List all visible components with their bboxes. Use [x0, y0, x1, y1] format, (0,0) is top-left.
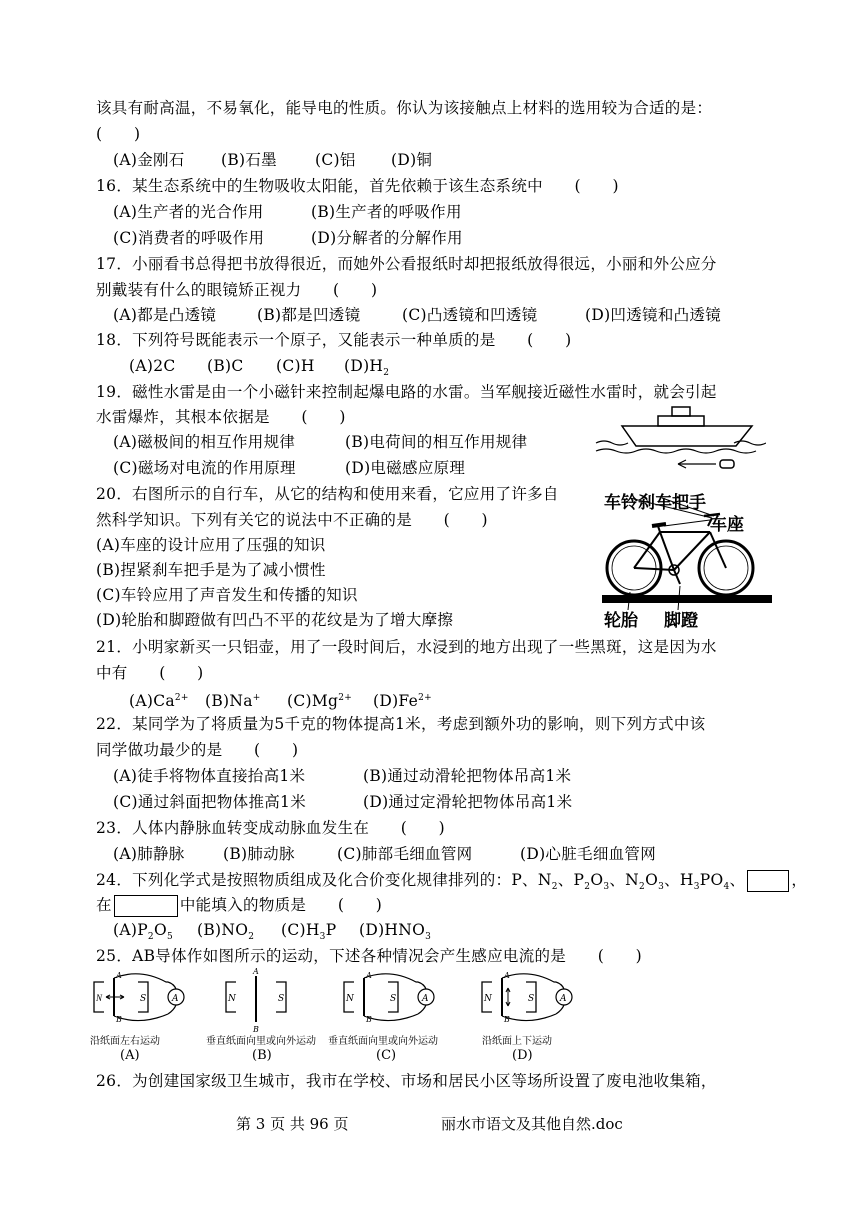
q25-fig-b-s: S: [278, 994, 285, 1004]
q24-option-c: $(C)H_3P$: [281, 921, 337, 943]
q19-stem-1: 19．磁性水雷是由一个小磁针来控制起爆电路的水雷。当军舰接近磁性水雷时，就会引起: [96, 383, 717, 401]
q25-fig-c-a: A: [366, 971, 372, 980]
q25-fig-b-b: B: [253, 1025, 259, 1034]
label-seat: 车座: [710, 515, 744, 535]
q17-option-c: (C)凸透镜和凹透镜: [402, 306, 538, 324]
q19-stem-2: 水雷爆炸，其根本依据是 ( ): [96, 408, 346, 426]
q25-letter-a: (A): [120, 1048, 140, 1063]
q19-option-c: (C)磁场对电流的作用原理: [113, 459, 296, 477]
q15-option-c: (C)铝: [315, 151, 356, 169]
q25-letter-c: (C): [376, 1048, 397, 1063]
q21-options: [129, 688, 432, 711]
q24-stem-2: 在 中能填入的物质是 ( ): [96, 895, 382, 917]
q22-option-c: (C)通过斜面把物体推高1米: [113, 793, 307, 811]
q20-stem-2: 然科学知识。下列有关它的说法中不正确的是 ( ): [96, 511, 488, 529]
q25-fig-a-b: B: [116, 1015, 122, 1024]
warship-mine-figure: [594, 405, 766, 475]
q21-option-b: (B)Na+: [205, 692, 261, 711]
q18-option-a: (A)2C: [129, 357, 176, 375]
q18-option-b: (B)C: [207, 357, 244, 375]
q25-caption-d: 沿纸面上下运动: [482, 1036, 552, 1047]
label-brake: 刹车把手: [638, 493, 706, 513]
q17-stem-2: 别戴装有什么的眼镜矫正视力 ( ): [96, 281, 378, 299]
q23-options: [113, 844, 656, 864]
q21-option-d: $(D)Fe^{2+}$: [373, 692, 432, 711]
q25-fig-a-s: S: [140, 994, 147, 1004]
q25-figures: [90, 967, 690, 1065]
q17-option-a: (A)都是凸透镜: [113, 306, 217, 324]
q23-option-a: (A)肺静脉: [113, 845, 185, 863]
q25-stem: 25．AB导体作如图所示的运动，下述各种情况会产生感应电流的是 ( ): [96, 947, 643, 965]
svg-text:A: A: [560, 994, 567, 1004]
q19-options-row1: [113, 432, 527, 452]
q20-option-d: (D)轮胎和脚蹬做有凹凸不平的花纹是为了增大摩擦: [96, 611, 454, 629]
q23-option-d: (D)心脏毛细血管网: [520, 845, 657, 863]
q25-letter-d: (D): [512, 1048, 533, 1063]
q22-option-a: (A)徒手将物体直接抬高1米: [113, 767, 306, 785]
q16-option-c: (C)消费者的呼吸作用: [113, 229, 265, 247]
q25-fig-d-b: B: [504, 1015, 510, 1024]
q22-stem-2: 同学做功最少的是 ( ): [96, 741, 299, 759]
q16-stem: 16．某生态系统中的生物吸收太阳能，首先依赖于该生态系统中 ( ): [96, 177, 619, 195]
q17-option-b: (B)都是凹透镜: [257, 306, 361, 324]
q19-option-d: (D)电磁感应原理: [345, 459, 466, 477]
q24-stem-1: 24．下列化学式是按照物质组成及化合价变化规律排列的：P、$N_2$、$P_2O_3$、$N_2O_3$、$H_3PO_4$、 ，: [96, 871, 808, 893]
q15-option-b: (B)石墨: [221, 151, 277, 169]
q25-letter-b: (B): [252, 1048, 272, 1063]
q25-fig-c: [340, 970, 480, 1030]
page-number: 第 3 页 共 96 页: [236, 1115, 349, 1133]
q15-answer-bracket: ( ): [96, 125, 141, 143]
q20-option-c: (C)车铃应用了声音发生和传播的知识: [96, 586, 358, 604]
q18-option-d: $(D)H_2$: [344, 357, 390, 379]
q24-options: [113, 920, 431, 947]
bicycle-figure: [602, 488, 772, 631]
q25-fig-b-a: A: [253, 967, 259, 976]
q25-fig-d: [478, 970, 618, 1030]
q25-fig-c-s: S: [390, 994, 397, 1004]
q16-option-b: (B)生产者的呼吸作用: [311, 203, 462, 221]
q25-caption-c: 垂直纸面向里或向外运动: [328, 1036, 438, 1047]
q19-options-row2: [113, 458, 465, 478]
q26-stem: 26．为创建国家级卫生城市，我市在学校、市场和居民小区等场所设置了废电池收集箱，: [96, 1072, 717, 1090]
q25-fig-d-s: S: [528, 994, 535, 1004]
q20-option-a: (A)车座的设计应用了压强的知识: [96, 536, 326, 554]
q15-option-d: (D)铜: [391, 151, 433, 169]
q25-caption-a: 沿纸面左右运动: [90, 1036, 160, 1047]
q24-option-b: $(B)NO_2$: [197, 921, 255, 943]
q20-option-b: (B)捏紧刹车把手是为了减小惯性: [96, 561, 326, 579]
file-name: 丽水市语文及其他自然.doc: [441, 1115, 623, 1133]
q23-stem: 23．人体内静脉血转变成动脉血发生在 ( ): [96, 819, 446, 837]
q25-fig-a-a: A: [116, 971, 122, 980]
q16-options-row1: [113, 202, 462, 222]
q16-options-row2: [113, 228, 463, 248]
q25-fig-d-a: A: [504, 971, 510, 980]
q25-fig-c-n: N: [346, 994, 354, 1004]
q24-blank-box-1: [747, 870, 789, 892]
svg-text:A: A: [172, 994, 179, 1004]
q18-options: [129, 356, 389, 383]
q17-option-d: (D)凹透镜和凸透镜: [585, 306, 722, 324]
q16-option-a: (A)生产者的光合作用: [113, 203, 264, 221]
q19-option-a: (A)磁极间的相互作用规律: [113, 433, 296, 451]
q23-option-b: (B)肺动脉: [223, 845, 295, 863]
q24-blank-box-2: [114, 895, 178, 917]
q25-fig-a-n: N: [96, 993, 103, 1003]
q15-options: [113, 150, 432, 170]
q15-option-a: (A)金刚石: [113, 151, 185, 169]
q20-stem-1: 20．右图所示的自行车，从它的结构和使用来看，它应用了许多自: [96, 485, 559, 503]
q22-stem-1: 22．某同学为了将质量为5千克的物体提高1米，考虑到额外功的影响，则下列方式中该: [96, 715, 706, 733]
q21-stem-2: 中有 ( ): [96, 664, 204, 682]
q16-option-d: (D)分解者的分解作用: [311, 229, 463, 247]
q21-option-a: $(A)Ca^{2+}$: [129, 692, 189, 711]
q17-stem-1: 17．小丽看书总得把书放得很近，而她外公看报纸时却把报纸放得很远，小丽和外公应分: [96, 255, 717, 273]
q25-fig-a: [90, 970, 230, 1030]
q22-option-b: (B)通过动滑轮把物体吊高1米: [363, 767, 572, 785]
q17-options: [113, 305, 721, 325]
q22-options-row2: [113, 792, 572, 812]
q24-option-a: $(A)P_2O_5$: [113, 921, 173, 943]
q25-caption-b: 垂直纸面向里或向外运动: [206, 1036, 316, 1047]
svg-text:A: A: [422, 994, 429, 1004]
q18-option-c: (C)H: [276, 357, 315, 375]
q21-stem-1: 21．小明家新买一只铝壶，用了一段时间后，水浸到的地方出现了一些黑斑，这是因为水: [96, 638, 717, 656]
q25-fig-c-b: B: [366, 1015, 372, 1024]
q18-stem: 18．下列符号既能表示一个原子，又能表示一种单质的是 ( ): [96, 331, 572, 349]
q15-stem: 该具有耐高温，不易氧化，能导电的性质。你认为该接触点上材料的选用较为合适的是：: [96, 99, 713, 117]
q25-fig-d-n: N: [484, 994, 492, 1004]
q21-option-c: $(C)Mg^{2+}$: [287, 692, 353, 711]
label-bell: 车铃刹车把手: [604, 493, 706, 513]
label-tire: 轮胎: [604, 611, 638, 631]
q25-fig-b: [220, 964, 360, 1034]
q25-fig-b-n: N: [228, 994, 236, 1004]
q19-option-b: (B)电荷间的相互作用规律: [345, 433, 528, 451]
q22-options-row1: [113, 766, 571, 786]
label-pedal: 脚蹬: [664, 611, 698, 631]
q23-option-c: (C)肺部毛细血管网: [337, 845, 473, 863]
q22-option-d: (D)通过定滑轮把物体吊高1米: [363, 793, 573, 811]
q24-option-d: $(D)HNO_3$: [359, 921, 432, 943]
